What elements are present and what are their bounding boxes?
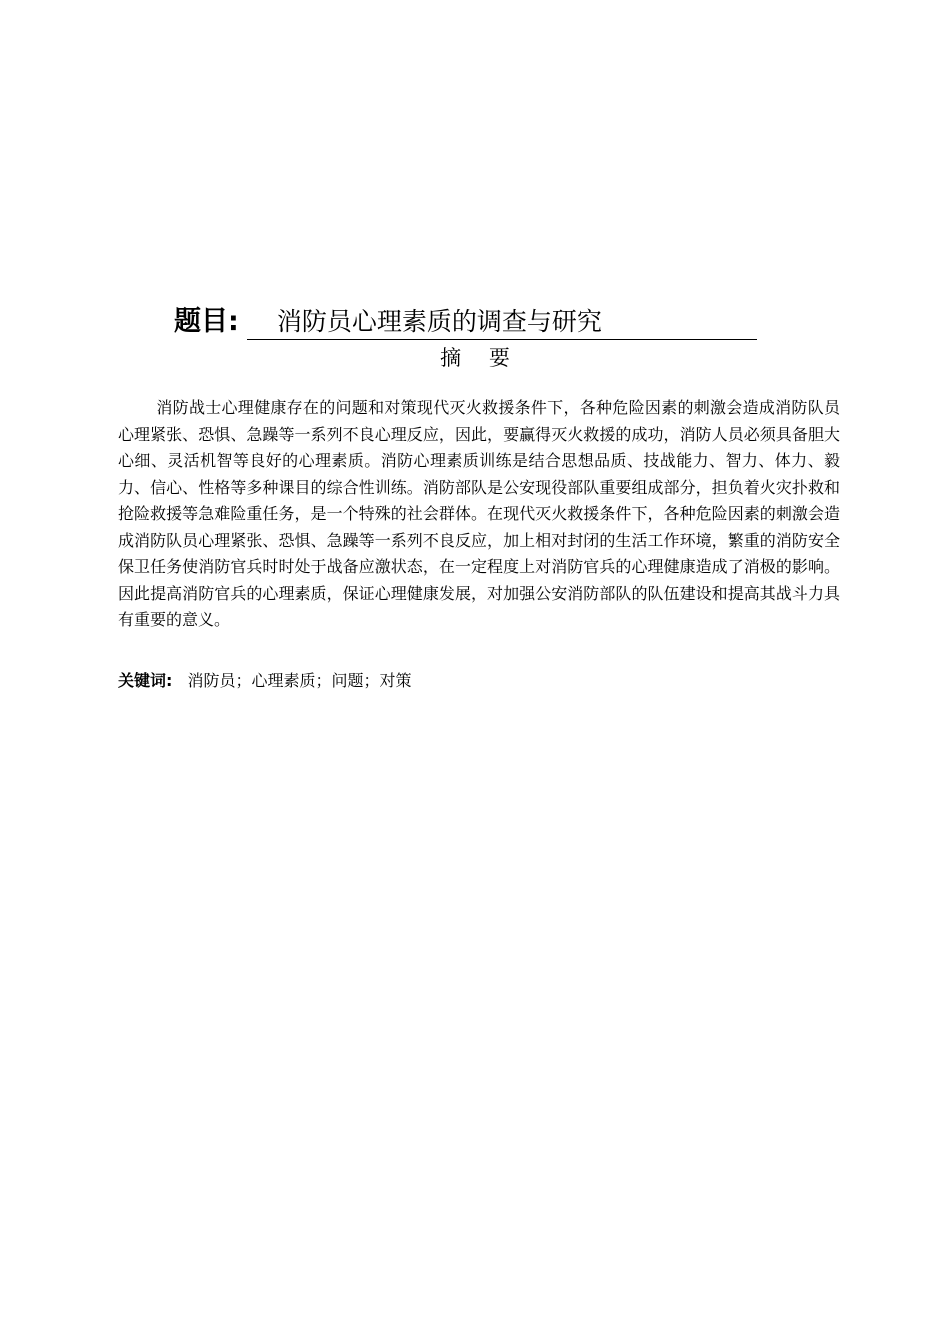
title-text: 消防员心理素质的调查与研究	[247, 305, 757, 340]
keywords-text: 消防员；心理素质；问题；对策	[187, 671, 412, 690]
thesis-title	[174, 300, 757, 340]
keywords-label: 关键词:	[118, 671, 173, 690]
abstract-body: 消防战士心理健康存在的问题和对策现代灭火救援条件下，各种危险因素的刺激会造成消防队员心理紧张、恐惧、急躁等一系列不良心理反应，因此，要赢得灭火救援的成功，消防人员必须具备胆大心细、灵活机智等良好的心理素质。消防心理素质训练是结合思想品质、技战能力、智力、体力、毅力、信心、性格等多种课目的综合性训练。消防部队是公安现役部队重要组成部分，担负着火灾扑救和抢险救援等急难险重任务，是一个特殊的社会群体。在现代灭火救援条件下，各种危险因素的刺激会造成消防队员心理紧张、恐惧、急躁等一系列不良反应，加上相对封闭的生活工作环境，繁重的消防安全保卫任务使消防官兵时时处于战备应激状态，在一定程度上对消防官兵的心理健康造成了消极的影响。因此提高消防官兵的心理素质，保证心理健康发展，对加强公安消防部队的队伍建设和提高其战斗力具有重要的意义。	[118, 398, 840, 629]
abstract-heading: 摘 要	[440, 346, 521, 370]
keywords-line	[118, 668, 840, 694]
title-label: 题目:	[174, 306, 239, 337]
